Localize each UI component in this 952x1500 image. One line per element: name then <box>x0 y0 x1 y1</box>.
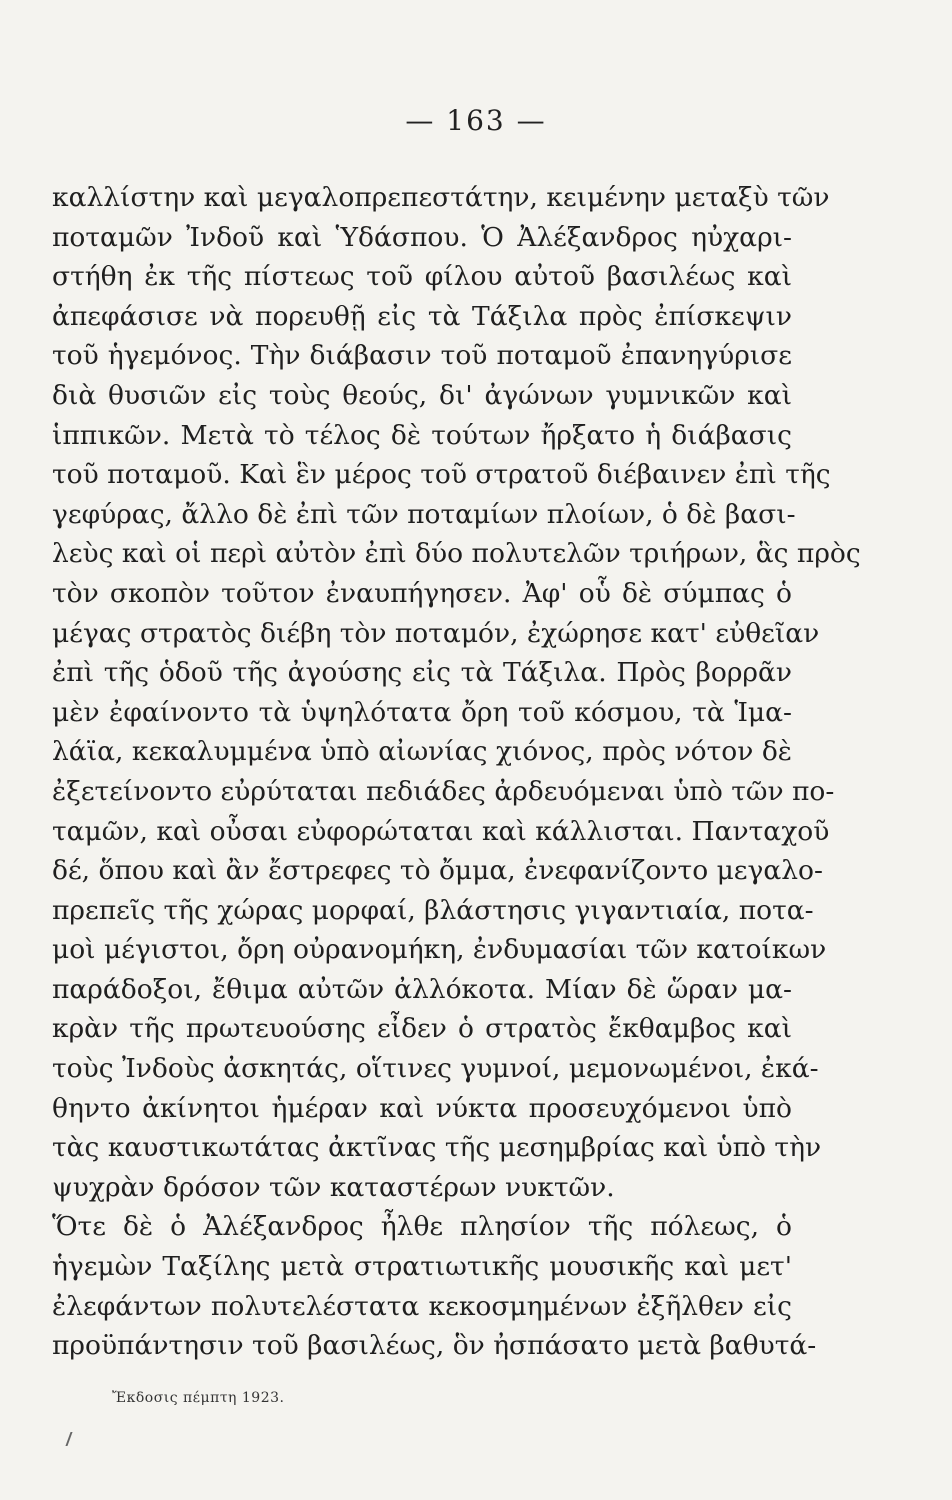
stray-mark <box>65 1432 72 1446</box>
text-line: ποταμῶν Ἰνδοῦ καὶ Ὑδάσπου. Ὁ Ἀλέξανδρος ηὐχαρι- <box>52 221 792 253</box>
text-line: τοῦ ποταμοῦ. Καὶ ἓν μέρος τοῦ στρατοῦ διέβαινεν ἐπὶ τῆς <box>52 459 831 491</box>
text-line: μέγας στρατὸς διέβη τὸν ποταμόν, ἐχώρησε κατ' εὐθεῖαν <box>52 617 820 649</box>
text-line: ἡγεμὼν Ταξίλης μετὰ στρατιωτικῆς μουσικῆς καὶ μετ' <box>52 1251 792 1283</box>
text-line: ταμῶν, καὶ οὖσαι εὐφορώταται καὶ κάλλισται. Πανταχοῦ <box>52 815 830 847</box>
text-line: ψυχρὰν δρόσον τῶν καταστέρων νυκτῶν. <box>52 1171 615 1203</box>
text-line: διὰ θυσιῶν εἰς τοὺς θεούς, δι' ἀγώνων γυμνικῶν καὶ <box>52 379 792 411</box>
text-line: μοὶ μέγιστοι, ὄρη οὐρανομήκη, ἐνδυμασίαι τῶν κατοίκων <box>52 934 827 966</box>
text-line: γεφύρας, ἄλλο δὲ ἐπὶ τῶν ποταμίων πλοίων, ὁ δὲ βασι- <box>52 498 796 530</box>
text-line: ἐπὶ τῆς ὁδοῦ τῆς ἀγούσης εἰς τὰ Τάξιλα. Πρὸς βορρᾶν <box>52 657 792 689</box>
text-line: καλλίστην καὶ μεγαλοπρεπεστάτην, κειμένην μεταξὺ τῶν <box>52 182 830 213</box>
text-line: ἱππικῶν. Μετὰ τὸ τέλος δὲ τούτων ἤρξατο ἡ διάβασις <box>52 419 792 451</box>
text-line: μὲν ἐφαίνοντο τὰ ὑψηλότατα ὄρη τοῦ κόσμου, τὰ Ἱμα- <box>52 696 792 728</box>
text-line: κρὰν τῆς πρωτευούσης εἶδεν ὁ στρατὸς ἔκθαμβος καὶ <box>52 1013 792 1045</box>
text-line: θηντο ἀκίνητοι ἡμέραν καὶ νύκτα προσευχόμενοι ὑπὸ <box>52 1092 792 1124</box>
text-line: τὰς καυστικωτάτας ἀκτῖνας τῆς μεσημβρίας καὶ ὑπὸ τὴν <box>52 1132 822 1164</box>
text-line: στήθη ἐκ τῆς πίστεως τοῦ φίλου αὐτοῦ βασιλέως καὶ <box>52 261 792 293</box>
edition-footnote: Ἔκδοσις πέμπτη 1923. <box>112 1390 285 1406</box>
text-line: δέ, ὅπου καὶ ἂν ἔστρεφες τὸ ὄμμα, ἐνεφανίζοντο μεγαλο- <box>52 855 823 887</box>
text-line: λεὺς καὶ οἱ περὶ αὐτὸν ἐπὶ δύο πολυτελῶν τριήρων, ἃς πρὸς <box>52 538 861 570</box>
text-line: προϋπάντησιν τοῦ βασιλέως, ὃν ἠσπάσατο μετὰ βαθυτά- <box>52 1330 817 1362</box>
text-line: Ὅτε δὲ ὁ Ἀλέξανδρος ἦλθε πλησίον τῆς πόλεως, ὁ <box>52 1211 792 1243</box>
text-line: τοὺς Ἰνδοὺς ἀσκητάς, οἵτινες γυμνοί, μεμονωμένοι, ἐκά- <box>52 1053 819 1085</box>
text-line: λάϊα, κεκαλυμμένα ὑπὸ αἰωνίας χιόνος, πρὸς νότον δὲ <box>52 736 792 768</box>
text-line: ἐλεφάντων πολυτελέστατα κεκοσμημένων ἐξῆλθεν εἰς <box>52 1290 792 1322</box>
text-line: πρεπεῖς τῆς χώρας μορφαί, βλάστησις γιγαντιαία, ποτα- <box>52 894 814 926</box>
body-text <box>52 178 861 1366</box>
page-number-header: — 163 — <box>405 104 547 137</box>
text-line: ἀπεφάσισε νὰ πορευθῇ εἰς τὰ Τάξιλα πρὸς ἐπίσκεψιν <box>52 300 792 332</box>
text-line: ἐξετείνοντο εὐρύταται πεδιάδες ἀρδευόμεναι ὑπὸ τῶν πο- <box>52 775 835 807</box>
text-line: παράδοξοι, ἔθιμα αὐτῶν ἀλλόκοτα. Μίαν δὲ ὥραν μα- <box>52 973 792 1005</box>
text-line: τοῦ ἡγεμόνος. Τὴν διάβασιν τοῦ ποταμοῦ ἐπανηγύρισε <box>52 340 792 372</box>
text-line: τὸν σκοπὸν τοῦτον ἐναυπήγησεν. Ἀφ' οὗ δὲ σύμπας ὁ <box>52 577 792 609</box>
